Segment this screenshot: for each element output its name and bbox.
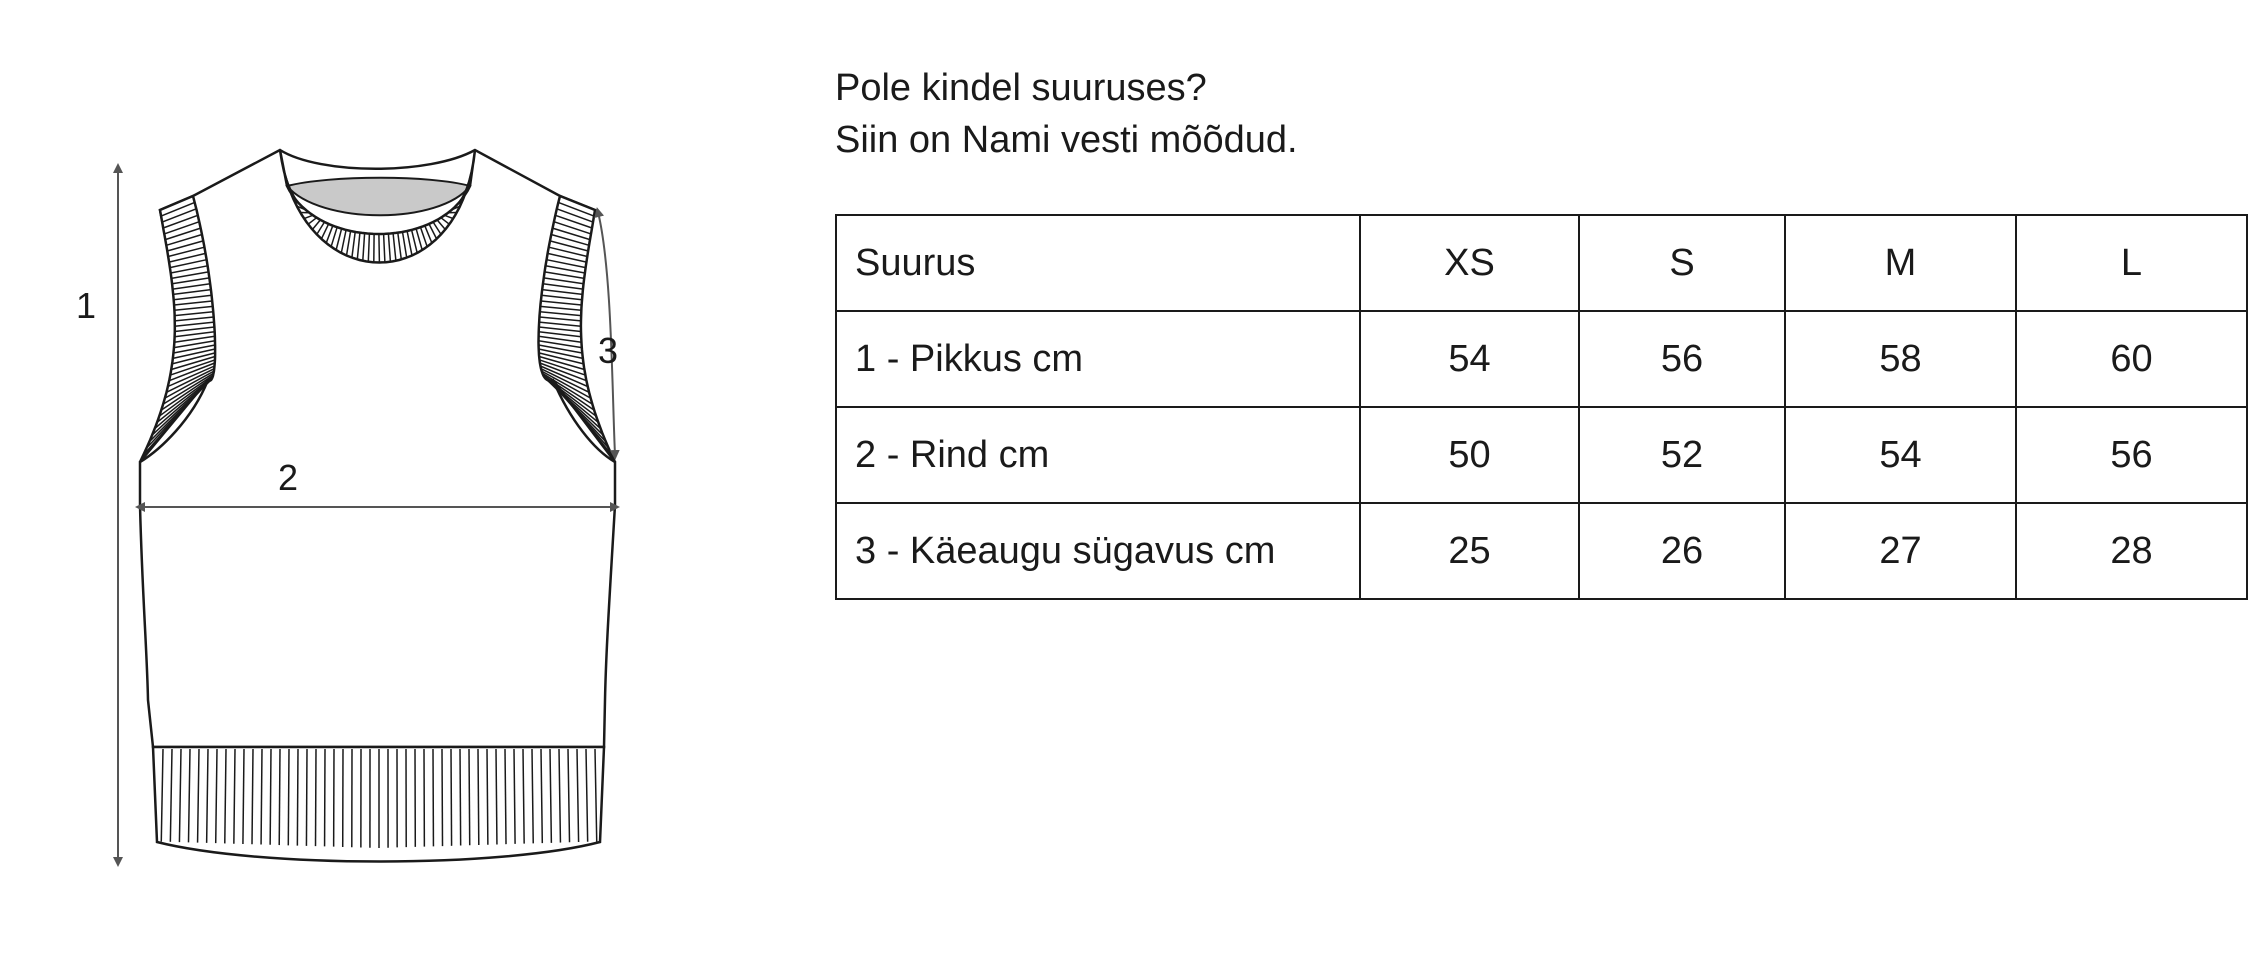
dimension-label-3: 3 xyxy=(597,330,619,371)
table-cell: 54 xyxy=(1360,311,1579,407)
dimension-label-1: 1 xyxy=(75,285,97,326)
table-row xyxy=(836,311,2247,407)
table-row xyxy=(836,503,2247,599)
header-cell-xs: XS xyxy=(1360,215,1579,311)
table-cell: 26 xyxy=(1579,503,1785,599)
table-cell: 50 xyxy=(1360,407,1579,503)
vest-illustration xyxy=(0,0,800,980)
dimension-label-2: 2 xyxy=(277,457,299,498)
size-table xyxy=(835,214,2248,600)
table-cell: 27 xyxy=(1785,503,2016,599)
header-cell-s: S xyxy=(1579,215,1785,311)
row-label: 2 - Rind cm xyxy=(836,407,1360,503)
table-row xyxy=(836,407,2247,503)
table-header-row xyxy=(836,215,2247,311)
heading-line-2: Siin on Nami vesti mõõdud. xyxy=(835,119,1298,161)
table-cell: 52 xyxy=(1579,407,1785,503)
table-cell: 25 xyxy=(1360,503,1579,599)
table-cell: 28 xyxy=(2016,503,2247,599)
table-cell: 60 xyxy=(2016,311,2247,407)
table-cell: 56 xyxy=(1579,311,1785,407)
header-cell-m: M xyxy=(1785,215,2016,311)
row-label: 1 - Pikkus cm xyxy=(836,311,1360,407)
header-cell-size: Suurus xyxy=(836,215,1360,311)
heading-line-1: Pole kindel suuruses? xyxy=(835,67,1207,109)
size-heading xyxy=(835,62,1298,166)
row-label: 3 - Käeaugu sügavus cm xyxy=(836,503,1360,599)
hem-ribbing xyxy=(153,747,604,862)
table-cell: 56 xyxy=(2016,407,2247,503)
header-cell-l: L xyxy=(2016,215,2247,311)
table-cell: 54 xyxy=(1785,407,2016,503)
table-cell: 58 xyxy=(1785,311,2016,407)
